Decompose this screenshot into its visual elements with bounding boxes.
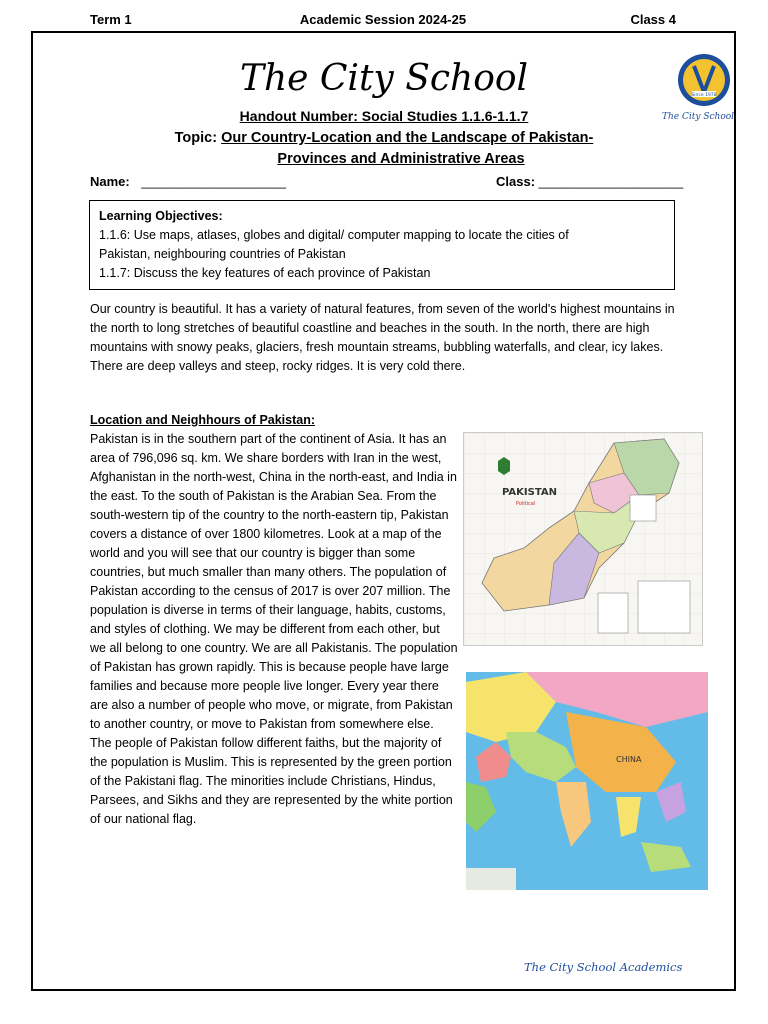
- handout-number: [0, 108, 768, 124]
- page-header: [90, 12, 676, 30]
- class-label: Class 4: [630, 12, 676, 27]
- section-body: Pakistan is in the southern part of the continent of Asia. It has an area of 796,096 sq. km. We share borders with Iran in the west, Afghanistan in the north-west, China in the north-east, and India in the east. To the south of Pakistan is the Arabian Sea. From the south-western tip of the country to the north-eastern tip, Pakistan covers a distance of over 1800 kilometres. Look at a map of the world and you will see that our country is bigger than some countries, but much smaller than many others. The population of Pakistan according to the census of 2017 is over 207 million. The population is diverse in terms of their language, habits, customs, and styles of clothing. We may be different from each other, but we all belong to one country. We are all Pakistanis. The population of Pakistan has grown rapidly. This is because people have large families and because more people live longer. Every year there are also a number of people who move, or migrate, from Pakistan to another country, or move to Pakistan from somewhere else. The people of Pakistan follow different faiths, but the majority of the population is Muslim. This is represented by the green portion of the Pakistani flag. The minorities include Christians, Hindus, Parsees, and Sikhs and they are represented by the white portion of our national flag.: [90, 432, 458, 826]
- topic-label: Topic:: [174, 130, 222, 146]
- session-label: Academic Session 2024-25: [299, 12, 467, 27]
- name-field: [90, 174, 286, 189]
- name-label: Name:: [90, 174, 130, 189]
- school-title: The City School: [239, 58, 529, 99]
- class-blank[interactable]: ____________________: [538, 174, 684, 189]
- topic-text-1: Our Country-Location and the Landscape of Pakistan-: [221, 130, 594, 146]
- footer-text: The City School Academics: [524, 960, 683, 974]
- topic-line-1: [0, 130, 768, 146]
- objective-item: 1.1.7: Discuss the key features of each province of Pakistan: [99, 266, 431, 280]
- map1-title: PAKISTAN: [502, 487, 557, 498]
- handout-text: Handout Number: Social Studies 1.1.6-1.1.7: [239, 108, 529, 124]
- map2-label: CHINA: [616, 755, 642, 764]
- section-title: Location and Neighhours of Pakistan:: [90, 413, 316, 427]
- pakistan-map-image: [463, 432, 703, 646]
- school-crest-icon: [676, 52, 732, 108]
- asia-map-graphic: [466, 672, 708, 890]
- class-field-label: Class:: [496, 174, 536, 189]
- objective-item: 1.1.6: Use maps, atlases, globes and digital/ computer mapping to locate the cities of: [99, 228, 569, 242]
- asia-map-image: [466, 672, 708, 890]
- topic-text-2: Provinces and Administrative Areas: [277, 151, 525, 167]
- pakistan-map-graphic: [464, 433, 702, 645]
- name-blank[interactable]: ____________________: [141, 174, 286, 189]
- topic-line-2: [34, 151, 768, 167]
- objective-item: Pakistan, neighbouring countries of Pakistan: [99, 247, 346, 261]
- learning-objectives-box: [89, 200, 675, 290]
- objectives-title: Learning Objectives:: [99, 209, 223, 223]
- map1-subtitle: Political: [516, 501, 536, 507]
- intro-paragraph: Our country is beautiful. It has a variety of natural features, from seven of the world's highest mountains in the north to long stretches of beautiful coastline and beaches in the south. In the north, there are high mountains with snowy peaks, glaciers, fresh mountain streams, bubbling waterfalls, and clear, icy lakes. There are deep valleys and steep, rocky ridges. It is very cold there.: [90, 302, 675, 373]
- logo-caption: The City School: [662, 112, 735, 122]
- class-field: [496, 174, 683, 189]
- term-label: Term 1: [90, 12, 132, 27]
- crest-text: Since 1978: [691, 93, 717, 98]
